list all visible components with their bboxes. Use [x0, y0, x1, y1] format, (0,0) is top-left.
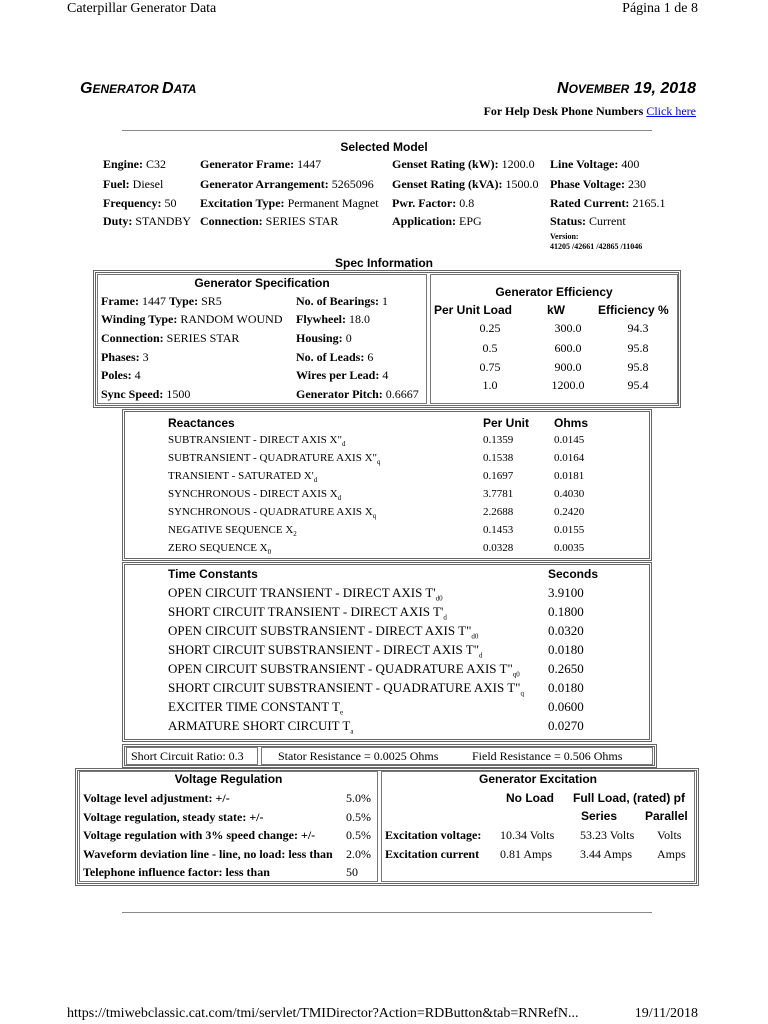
- selected-model-field: [200, 214, 338, 229]
- voltage-reg-value: 0.5%: [346, 810, 371, 824]
- selected-model-field: [200, 196, 379, 211]
- gen-spec-field-value: 0: [342, 331, 352, 345]
- time-constant-subscript: q0: [512, 670, 520, 679]
- gen-spec-heading: Generator Specification: [194, 276, 330, 290]
- reactance-label: SUBTRANSIENT - QUADRATURE AXIS X": [168, 452, 378, 464]
- gen-spec-field-key: Frame:: [101, 294, 139, 308]
- gen-eff-cell: 1.0: [482, 378, 498, 392]
- selected-model-field: [103, 157, 166, 172]
- gen-eff-cell: 0.5: [482, 341, 498, 355]
- selected-model-field-value: SERIES STAR: [262, 214, 339, 228]
- reactance-ohms: 0.4030: [554, 488, 585, 500]
- gen-exc-parallel: Amps: [657, 847, 686, 861]
- reactances-box: [122, 409, 652, 561]
- gen-spec-field-value: 1: [379, 294, 388, 308]
- gen-spec-field-key: Connection:: [101, 331, 164, 345]
- reactance-label: TRANSIENT - SATURATED X': [168, 470, 314, 482]
- time-constant-label: SHORT CIRCUIT SUBSTRANSIENT - DIRECT AXIS T": [168, 642, 480, 657]
- gen-spec-field-value: 6: [364, 350, 374, 364]
- selected-model-field-value: 1447: [294, 157, 322, 171]
- reactances-col-pu: Per Unit: [483, 416, 530, 430]
- gen-eff-cell: 95.8: [627, 341, 649, 355]
- selected-model-field: [550, 196, 665, 211]
- gen-spec-field-key: Flywheel:: [296, 312, 346, 326]
- selected-model-field-key: Fuel:: [103, 177, 130, 191]
- selected-model-field-value: Current: [586, 214, 626, 228]
- reactance-label: SUBTRANSIENT - DIRECT AXIS X": [168, 434, 342, 446]
- time-constant-name: [168, 585, 443, 603]
- reactances-col-ohms: Ohms: [554, 416, 589, 430]
- gen-eff-cell: 900.0: [554, 360, 582, 374]
- time-constant-name: [168, 680, 524, 698]
- gen-eff-cell: 94.3: [627, 321, 649, 335]
- voltage-reg-value: 50: [346, 865, 358, 879]
- selected-model-field-key: Generator Frame:: [200, 157, 295, 171]
- time-constant-seconds: 3.9100: [548, 585, 584, 600]
- time-constant-label: EXCITER TIME CONSTANT T: [168, 699, 340, 714]
- gen-eff-cell: 300.0: [554, 321, 582, 335]
- stator-resistance: Stator Resistance = 0.0025 Ohms: [278, 749, 439, 763]
- gen-spec-field: [296, 331, 352, 346]
- selected-model-field-value: 400: [618, 157, 640, 171]
- page-title: GENERATOR DATA: [80, 80, 197, 97]
- gen-spec-field: [101, 368, 141, 383]
- gen-spec-field-key: No. of Leads:: [296, 350, 365, 364]
- short-circuit-ratio: Short Circuit Ratio: 0.3: [131, 749, 244, 763]
- gen-spec-field-value: 18.0: [346, 312, 370, 326]
- time-constant-seconds: 0.0600: [548, 699, 584, 714]
- voltage-reg-heading: Voltage Regulation: [174, 772, 283, 786]
- reactance-ohms: 0.0035: [554, 542, 585, 554]
- selected-model-field-value: 1500.0: [502, 177, 539, 191]
- selected-model-field-value: Permanent Magnet: [284, 196, 379, 210]
- gen-exc-noload: 0.81 Amps: [500, 847, 553, 861]
- version-label: Version:: [550, 232, 579, 241]
- report-date: NOVEMBER 19, 2018: [557, 80, 696, 97]
- time-constant-label: SHORT CIRCUIT TRANSIENT - DIRECT AXIS T': [168, 604, 444, 619]
- gen-spec-field-value: 1500: [163, 387, 191, 401]
- gen-eff-cell: 1200.0: [551, 378, 585, 392]
- time-constant-name: [168, 642, 483, 660]
- gen-spec-field-value: SERIES STAR: [163, 331, 240, 345]
- reactance-subscript: 2: [293, 530, 297, 539]
- selected-model-field-value: STANDBY: [132, 214, 192, 228]
- help-desk-link[interactable]: Click here: [646, 104, 696, 118]
- time-constant-seconds: 0.0270: [548, 718, 584, 733]
- selected-model-field-value: 2165.1: [629, 196, 666, 210]
- gen-eff-cell: 600.0: [554, 341, 582, 355]
- selected-model-field: [392, 214, 482, 229]
- selected-model-field: [103, 177, 163, 192]
- reactance-subscript: d: [337, 494, 342, 503]
- gen-spec-field-value: 1447: [138, 294, 166, 308]
- gen-spec-type-value: SR5: [198, 294, 222, 308]
- gen-spec-field-key: Phases:: [101, 350, 140, 364]
- reactance-ohms: 0.0145: [554, 434, 585, 446]
- time-constant-seconds: 0.0180: [548, 680, 584, 695]
- time-constant-subscript: a: [350, 727, 354, 736]
- gen-eff-cell: 95.4: [627, 378, 649, 392]
- gen-spec-field-key: Generator Pitch:: [296, 387, 383, 401]
- selected-model-field: [103, 196, 176, 211]
- gen-eff-col-eff: Efficiency %: [598, 303, 669, 317]
- gen-spec-field: [296, 387, 419, 402]
- print-header-page: Página 1 de 8: [622, 1, 698, 16]
- reactance-name: [168, 470, 317, 484]
- gen-eff-col-kw: kW: [547, 303, 565, 317]
- reactance-name: [168, 542, 271, 556]
- time-constant-subscript: d0: [471, 632, 479, 641]
- time-constant-name: [168, 604, 447, 622]
- gen-spec-type-key: Type:: [168, 294, 199, 308]
- time-constants-col-seconds: Seconds: [548, 567, 599, 581]
- reactance-ohms: 0.0164: [554, 452, 585, 464]
- selected-model-heading: Selected Model: [340, 140, 428, 154]
- gen-eff-heading: Generator Efficiency: [495, 285, 613, 299]
- selected-model-field: [200, 157, 321, 172]
- gen-spec-field: [296, 368, 388, 383]
- selected-model-field-value: 230: [625, 177, 646, 191]
- gen-exc-label: Excitation current: [385, 847, 480, 861]
- gen-exc-parallel: Volts: [657, 828, 682, 842]
- gen-exc-col-noload: No Load: [506, 791, 554, 805]
- gen-spec-field-value: 4: [379, 368, 389, 382]
- time-constant-label: OPEN CIRCUIT SUBSTRANSIENT - DIRECT AXIS T": [168, 623, 472, 638]
- time-constant-subscript: e: [339, 708, 344, 717]
- gen-spec-field-key: Sync Speed:: [101, 387, 164, 401]
- selected-model-field-value: 0.8: [456, 196, 475, 210]
- time-constant-label: SHORT CIRCUIT SUBSTRANSIENT - QUADRATURE AXIS T": [168, 680, 521, 695]
- gen-spec-field-key: No. of Bearings:: [296, 294, 379, 308]
- selected-model-field-key: Duty:: [103, 214, 133, 228]
- reactance-name: [168, 524, 297, 538]
- gen-spec-field-value: 4: [131, 368, 141, 382]
- selected-model-field-key: Application:: [392, 214, 457, 228]
- gen-exc-col-parallel: Parallel: [645, 809, 688, 823]
- gen-exc-heading: Generator Excitation: [478, 772, 598, 786]
- selected-model-field-key: Rated Current:: [550, 196, 630, 210]
- voltage-reg-label: Voltage regulation with 3% speed change: +/-: [83, 828, 316, 842]
- time-constant-name: [168, 718, 353, 736]
- reactance-name: [168, 452, 381, 466]
- reactance-subscript: d: [342, 440, 346, 449]
- selected-model-field-key: Genset Rating (kVA):: [392, 177, 503, 191]
- selected-model-field: [392, 177, 538, 192]
- gen-exc-col-series: Series: [581, 809, 618, 823]
- gen-exc-series: 3.44 Amps: [580, 847, 633, 861]
- reactance-per-unit: 0.1359: [483, 434, 514, 446]
- gen-spec-field: [296, 350, 373, 365]
- reactance-per-unit: 0.0328: [483, 542, 514, 554]
- reactance-per-unit: 3.7781: [483, 488, 514, 500]
- selected-model-field-value: 1200.0: [498, 157, 535, 171]
- gen-spec-field: [296, 312, 370, 327]
- gen-exc-noload: 10.34 Volts: [500, 828, 555, 842]
- selected-model-field-key: Status:: [550, 214, 587, 228]
- reactance-label: SYNCHRONOUS - QUADRATURE AXIS X: [168, 506, 373, 518]
- gen-spec-field-key: Wires per Lead:: [296, 368, 380, 382]
- voltage-reg-label: Voltage level adjustment: +/-: [83, 791, 230, 805]
- time-constant-subscript: d: [479, 651, 483, 660]
- selected-model-field-key: Line Voltage:: [550, 157, 619, 171]
- gen-spec-field: [296, 294, 388, 309]
- selected-model-field-value: 5265096: [328, 177, 374, 191]
- time-constant-seconds: 0.0180: [548, 642, 584, 657]
- print-footer-date: 19/11/2018: [634, 1006, 698, 1021]
- field-resistance: Field Resistance = 0.506 Ohms: [472, 749, 623, 763]
- reactance-ohms: 0.2420: [554, 506, 585, 518]
- time-constants-heading: Time Constants: [168, 567, 258, 581]
- time-constant-seconds: 0.1800: [548, 604, 584, 619]
- voltage-reg-label: Voltage regulation, steady state: +/-: [83, 810, 264, 824]
- reactance-subscript: q: [377, 458, 381, 467]
- gen-exc-series: 53.23 Volts: [580, 828, 635, 842]
- selected-model-field-key: Genset Rating (kW):: [392, 157, 499, 171]
- gen-spec-field-key: Housing:: [296, 331, 343, 345]
- selected-model-field: [392, 196, 474, 211]
- time-constant-name: [168, 623, 478, 641]
- reactance-label: NEGATIVE SEQUENCE X: [168, 524, 294, 536]
- selected-model-field: [550, 157, 639, 172]
- time-constant-subscript: d: [443, 613, 447, 622]
- selected-model-field: [550, 177, 646, 192]
- gen-spec-field: [101, 294, 222, 309]
- reactance-subscript: 0: [267, 548, 272, 557]
- gen-exc-label: Excitation voltage:: [385, 828, 482, 842]
- selected-model-field: [550, 214, 626, 229]
- gen-spec-field-key: Poles:: [101, 368, 132, 382]
- reactance-per-unit: 2.2688: [483, 506, 514, 518]
- reactance-subscript: d: [313, 476, 318, 485]
- help-desk-line: For Help Desk Phone Numbers Click here: [483, 104, 696, 118]
- gen-eff-cell: 0.75: [479, 360, 501, 374]
- gen-spec-field: [101, 312, 283, 327]
- version-value: 41205 /42661 /42865 /11046: [550, 242, 643, 251]
- divider-bottom: [122, 912, 652, 913]
- gen-exc-col-full: Full Load, (rated) pf: [573, 791, 685, 805]
- reactance-name: [168, 434, 346, 448]
- gen-eff-col-load: Per Unit Load: [434, 303, 513, 317]
- gen-spec-field: [101, 387, 190, 402]
- reactance-name: [168, 488, 341, 502]
- time-constant-label: OPEN CIRCUIT SUBSTRANSIENT - QUADRATURE AXIS T": [168, 661, 513, 676]
- reactance-subscript: q: [372, 512, 377, 521]
- reactance-per-unit: 0.1697: [483, 470, 514, 482]
- time-constant-label: ARMATURE SHORT CIRCUIT T: [168, 718, 351, 733]
- selected-model-field-key: Phase Voltage:: [550, 177, 625, 191]
- gen-spec-field-key: Winding Type:: [101, 312, 178, 326]
- reactance-ohms: 0.0181: [554, 470, 585, 482]
- gen-spec-field-value: RANDOM WOUND: [177, 312, 283, 326]
- time-constant-name: [168, 699, 343, 717]
- selected-model-field: [200, 177, 374, 192]
- print-header-title: Caterpillar Generator Data: [67, 1, 217, 16]
- selected-model-field-value: Diesel: [129, 177, 164, 191]
- selected-model-field: [103, 214, 191, 229]
- time-constant-label: OPEN CIRCUIT TRANSIENT - DIRECT AXIS T': [168, 585, 436, 600]
- selected-model-field-value: EPG: [456, 214, 482, 228]
- gen-spec-field-value: 3: [139, 350, 149, 364]
- reactance-label: SYNCHRONOUS - DIRECT AXIS X: [168, 488, 338, 500]
- selected-model-field-key: Engine:: [103, 157, 144, 171]
- voltage-reg-value: 2.0%: [346, 847, 371, 861]
- gen-spec-field: [101, 331, 239, 346]
- time-constant-seconds: 0.2650: [548, 661, 584, 676]
- gen-eff-cell: 95.8: [627, 360, 649, 374]
- gen-spec-field: [101, 350, 149, 365]
- time-constant-subscript: d0: [435, 594, 443, 603]
- reactance-per-unit: 0.1538: [483, 452, 514, 464]
- voltage-reg-value: 0.5%: [346, 828, 371, 842]
- voltage-reg-label: Waveform deviation line - line, no load: less than: [83, 847, 333, 861]
- print-footer-url: https://tmiwebclassic.cat.com/tmi/servlet/TMIDirector?Action=RDButton&tab=RNRefN...: [67, 1006, 579, 1021]
- selected-model-field-key: Excitation Type:: [200, 196, 285, 210]
- reactances-heading: Reactances: [168, 416, 235, 430]
- gen-eff-cell: 0.25: [479, 321, 501, 335]
- selected-model-field-key: Generator Arrangement:: [200, 177, 329, 191]
- selected-model-field: [392, 157, 535, 172]
- divider-top: [122, 130, 652, 131]
- voltage-reg-value: 5.0%: [346, 791, 371, 805]
- gen-exc-box: [381, 771, 695, 882]
- selected-model-field-value: 50: [161, 196, 177, 210]
- selected-model-field-key: Pwr. Factor:: [392, 196, 457, 210]
- reactance-per-unit: 0.1453: [483, 524, 514, 536]
- reactance-ohms: 0.0155: [554, 524, 585, 536]
- selected-model-field-value: C32: [143, 157, 167, 171]
- reactance-label: ZERO SEQUENCE X: [168, 542, 268, 554]
- time-constant-name: [168, 661, 520, 679]
- selected-model-field-key: Connection:: [200, 214, 263, 228]
- selected-model-field-key: Frequency:: [103, 196, 162, 210]
- time-constant-seconds: 0.0320: [548, 623, 584, 638]
- gen-spec-field-value: 0.6667: [382, 387, 419, 401]
- reactance-name: [168, 506, 376, 520]
- voltage-reg-label: Telephone influence factor: less than: [83, 865, 270, 879]
- time-constant-subscript: q: [520, 689, 524, 698]
- spec-info-heading: Spec Information: [334, 256, 433, 270]
